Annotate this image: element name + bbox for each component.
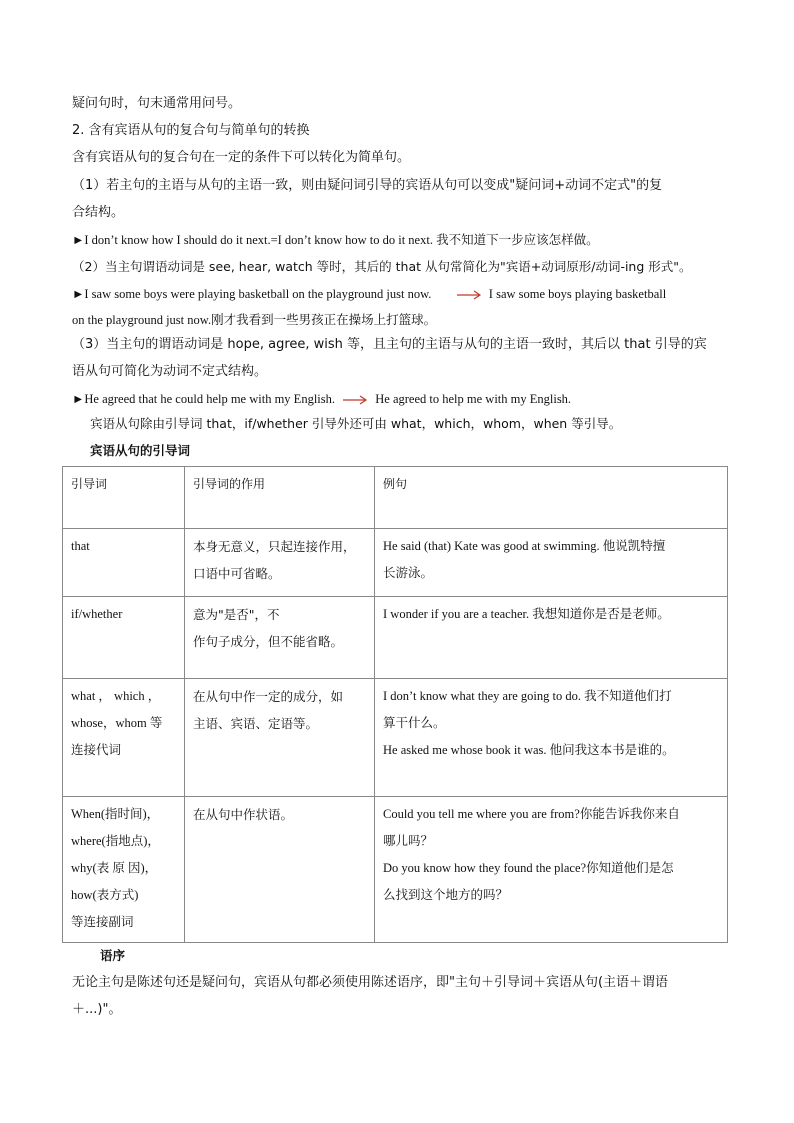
table-row — [63, 529, 728, 597]
line-1: 疑问句时，句末通常用问号。 — [72, 96, 242, 111]
arrow-icon — [342, 395, 368, 405]
rule-2: （2）当主句谓语动词是 see, hear, watch 等时，其后的 that 从句常简化为"宾语+动词原形/动词-ing 形式"。 — [72, 259, 692, 274]
row-example: I don’t know what they are going to do. 我不知道他们打 算干什么。 He asked me whose book it was. 他问我这本书是谁的。 — [375, 679, 728, 797]
row-introducer: that — [63, 529, 185, 597]
example-2-original: ►I saw some boys were playing basketball on the playground just now. — [72, 287, 432, 301]
table-row — [63, 679, 728, 797]
table-header-row — [63, 467, 728, 529]
row-function: 在从句中作一定的成分，如 主语、宾语、定语等。 — [185, 679, 375, 797]
row-example: He said (that) Kate was good at swimming. 他说凯特擅 长游泳。 — [375, 529, 728, 597]
row-example: I wonder if you are a teacher. 我想知道你是否是老师。 — [375, 597, 728, 679]
row-introducer: what ， which ， whose，whom 等 连接代词 — [63, 679, 185, 797]
header-example: 例句 — [375, 467, 728, 529]
example-3-simplified: He agreed to help me with my English. — [375, 392, 572, 406]
word-order-line-2: ＋...)"。 — [72, 1002, 122, 1017]
example-1: ►I don’t know how I should do it next.=I don’t know how to do it next. 我不知道下一步应该怎样做。 — [72, 233, 599, 247]
row-introducer: if/whether — [63, 597, 185, 679]
row-introducer: When(指时间)， where(指地点)， why(表 原 因)， how(表方式) 等连接副词 — [63, 797, 185, 943]
word-order-heading: 语序 — [100, 948, 126, 963]
section-2-heading: 2. 含有宾语从句的复合句与简单句的转换 — [72, 123, 310, 138]
introducer-table — [62, 466, 728, 943]
example-3 — [72, 390, 724, 408]
row-function: 本身无意义，只起连接作用， 口语中可省略。 — [185, 529, 375, 597]
example-2-line-1 — [72, 285, 724, 303]
rule-1-line-1: （1）若主句的主语与从句的主语一致，则由疑问词引导的宾语从句可以变成"疑问词+动词不定式"的复 — [72, 178, 663, 193]
arrow-icon — [456, 290, 482, 300]
row-function: 在从句中作状语。 — [185, 797, 375, 943]
header-introducer: 引导词 — [63, 467, 185, 529]
line-3: 含有宾语从句的复合句在一定的条件下可以转化为简单句。 — [72, 150, 411, 165]
header-function: 引导词的作用 — [185, 467, 375, 529]
row-example: Could you tell me where you are from?你能告诉我你来自 哪儿吗？ Do you know how they found the place?你知道他们是怎 么找到这个地方的吗？ — [375, 797, 728, 943]
example-2-line-2: on the playground just now.刚才我看到一些男孩正在操场上打篮球。 — [72, 313, 437, 327]
row-function: 意为"是否"，不 作句子成分，但不能省略。 — [185, 597, 375, 679]
word-order-line-1: 无论主句是陈述句还是疑问句，宾语从句都必须使用陈述语序，即"主句＋引导词＋宾语从句(主语＋谓语 — [72, 975, 669, 990]
rule-3-line-1: （3）当主句的谓语动词是 hope, agree, wish 等，且主句的主语与从句的主语一致时，其后以 that 引导的宾 — [72, 337, 707, 352]
example-2-simplified: I saw some boys playing basketball — [488, 287, 667, 301]
example-3-original: ►He agreed that he could help me with my English. — [72, 392, 336, 406]
table-row — [63, 797, 728, 943]
rule-3-line-2: 语从句可简化为动词不定式结构。 — [72, 364, 268, 379]
table-title: 宾语从句的引导词 — [90, 443, 191, 458]
table-row — [63, 597, 728, 679]
rule-1-line-2: 合结构。 — [72, 205, 125, 220]
introducers-note: 宾语从句除由引导词 that，if/whether 引导外还可由 what，which，whom，when 等引导。 — [90, 416, 622, 431]
